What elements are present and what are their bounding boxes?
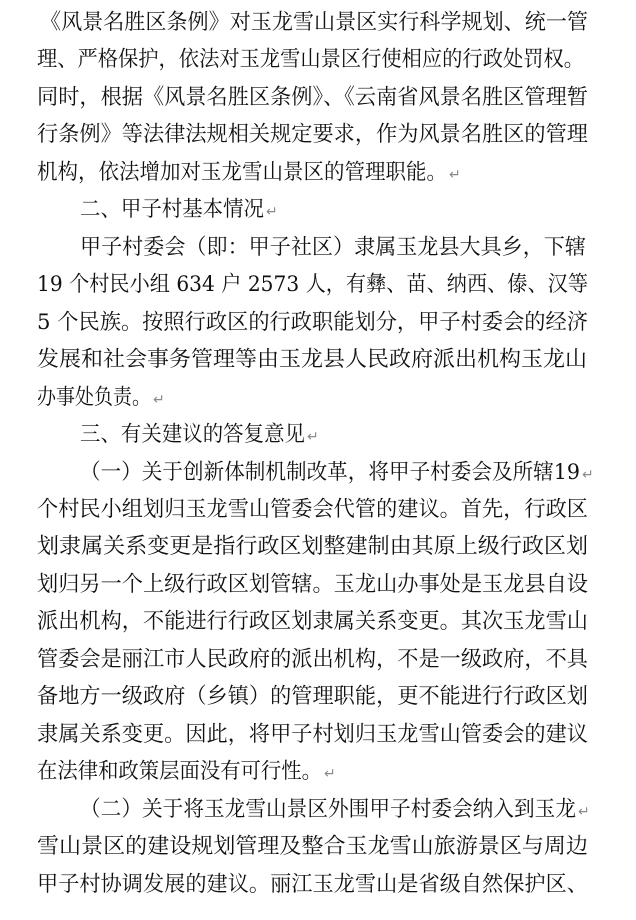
line-text: 划归另一个上级行政区划管辖。玉龙山办事处是玉龙县自设 <box>37 572 588 597</box>
line-text: 划隶属关系变更是指行政区划整建制由其原上级行政区划 <box>37 534 588 559</box>
line-text: 隶属关系变更。因此，将甲子村划归玉龙雪山管委会的建议 <box>37 722 588 747</box>
text-line <box>37 304 588 341</box>
text-line <box>37 528 588 565</box>
text-line <box>37 603 588 640</box>
text-line <box>37 154 461 191</box>
section-heading: 三、有关建议的答复意见 <box>80 422 305 447</box>
text-line <box>40 4 588 41</box>
line-text: 《风景名胜区条例》对玉龙雪山景区实行科学规划、统一管 <box>40 10 588 35</box>
paragraph-mark-icon: ↵ <box>582 467 594 483</box>
line-text: 派出机构，不能进行行政区划隶属关系变更。其次玉龙雪山 <box>37 609 588 634</box>
text-line <box>37 566 588 603</box>
line-text: 个村民小组划归玉龙雪山管委会代管的建议。首先，行政区 <box>37 497 588 522</box>
text-line <box>37 828 588 865</box>
line-text: 机构，依法增加对玉龙雪山景区的管理职能。 <box>37 160 447 185</box>
line-text: 发展和社会事务管理等由玉龙县人民政府派出机构玉龙山 <box>37 347 587 372</box>
line-text: 理、严格保护，依法对玉龙雪山景区行使相应的行政处罚权。 <box>37 47 584 72</box>
text-line <box>37 866 588 903</box>
text-line <box>37 266 588 303</box>
line-text: 雪山景区的建设规划管理及整合玉龙雪山旅游景区与周边 <box>37 834 588 859</box>
paragraph-mark-icon: ↵ <box>449 167 461 183</box>
text-line <box>37 379 165 416</box>
text-line <box>37 678 588 715</box>
line-text: 甲子村协调发展的建议。丽江玉龙雪山是省级自然保护区、 <box>37 872 588 897</box>
text-line <box>37 116 588 153</box>
line-text: 5 个民族。按照行政区的行政职能划分，甲子村委会的经济 <box>37 310 588 335</box>
line-text: 甲子村委会（即：甲子社区）隶属玉龙县大具乡，下辖 <box>80 235 586 260</box>
paragraph-mark-icon: ↵ <box>307 429 319 445</box>
line-text: 在法律和政策层面没有可行性。 <box>37 759 322 784</box>
text-line <box>80 229 586 266</box>
line-text: 同时，根据《风景名胜区条例》、《云南省风景名胜区管理暂 <box>37 85 588 110</box>
text-line <box>37 79 588 116</box>
text-line <box>37 716 588 753</box>
paragraph-mark-icon: ↵ <box>266 204 278 220</box>
text-line <box>80 416 319 453</box>
text-line <box>80 791 590 828</box>
line-text: 办事处负责。 <box>37 385 151 410</box>
text-line <box>37 753 336 790</box>
section-heading: 二、甲子村基本情况 <box>80 197 264 222</box>
line-text: 备地方一级政府（乡镇）的管理职能，更不能进行行政区划 <box>37 684 588 709</box>
text-line <box>80 191 278 228</box>
paragraph-mark-icon: ↵ <box>153 392 165 408</box>
text-line <box>37 41 584 78</box>
text-line <box>80 454 594 491</box>
text-line <box>37 491 588 528</box>
line-text: （二）关于将玉龙雪山景区外围甲子村委会纳入到玉龙 <box>80 797 576 822</box>
line-text: （一）关于创新体制机制改革，将甲子村委会及所辖19 <box>80 460 580 485</box>
text-line <box>37 341 587 378</box>
line-text: 行条例》等法律法规相关规定要求，作为风景名胜区的管理 <box>37 122 588 147</box>
text-line <box>37 641 588 678</box>
line-text: 管委会是丽江市人民政府的派出机构，不是一级政府，不具 <box>37 647 588 672</box>
paragraph-mark-icon: ↵ <box>578 804 590 820</box>
line-text: 19 个村民小组 634 户 2573 人，有彝、苗、纳西、傣、汉等 <box>37 272 588 297</box>
paragraph-mark-icon: ↵ <box>324 766 336 782</box>
